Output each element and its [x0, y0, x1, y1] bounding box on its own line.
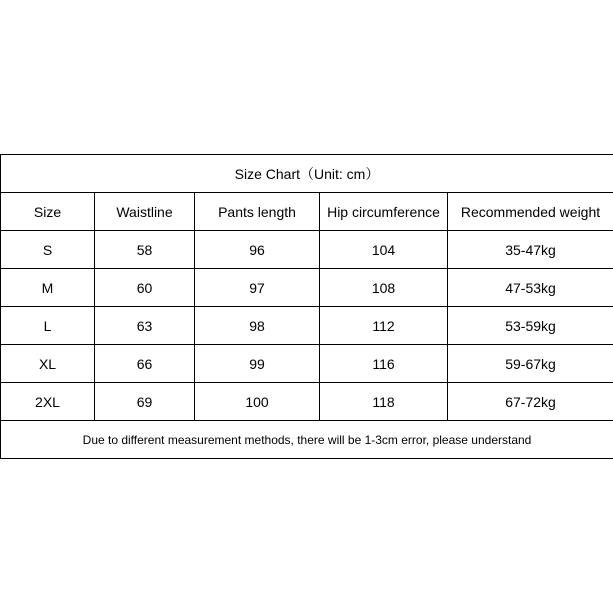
header-pants-length: Pants length — [195, 193, 320, 231]
cell-weight: 35-47kg — [448, 231, 613, 269]
cell-pants-length: 98 — [195, 307, 320, 345]
cell-hip: 104 — [320, 231, 448, 269]
cell-waistline: 58 — [95, 231, 195, 269]
cell-pants-length: 100 — [195, 383, 320, 421]
cell-weight: 59-67kg — [448, 345, 613, 383]
cell-pants-length: 96 — [195, 231, 320, 269]
cell-hip: 118 — [320, 383, 448, 421]
cell-size: 2XL — [1, 383, 95, 421]
cell-weight: 53-59kg — [448, 307, 613, 345]
cell-size: S — [1, 231, 95, 269]
table-row — [1, 231, 613, 269]
header-recommended-weight: Recommended weight — [448, 193, 613, 231]
size-chart-table — [0, 154, 613, 459]
cell-size: M — [1, 269, 95, 307]
cell-hip: 108 — [320, 269, 448, 307]
cell-size: XL — [1, 345, 95, 383]
header-waistline: Waistline — [95, 193, 195, 231]
cell-weight: 67-72kg — [448, 383, 613, 421]
cell-waistline: 60 — [95, 269, 195, 307]
table-row — [1, 383, 613, 421]
cell-pants-length: 99 — [195, 345, 320, 383]
title-row — [1, 155, 613, 193]
cell-waistline: 69 — [95, 383, 195, 421]
table-row — [1, 345, 613, 383]
cell-waistline: 66 — [95, 345, 195, 383]
cell-pants-length: 97 — [195, 269, 320, 307]
header-row — [1, 193, 613, 231]
table-row — [1, 269, 613, 307]
header-size: Size — [1, 193, 95, 231]
measurement-note: Due to different measurement methods, there will be 1-3cm error, please understand — [1, 421, 613, 459]
note-row — [1, 421, 613, 459]
cell-weight: 47-53kg — [448, 269, 613, 307]
cell-size: L — [1, 307, 95, 345]
cell-hip: 112 — [320, 307, 448, 345]
chart-title: Size Chart（Unit: cm） — [1, 155, 613, 193]
header-hip-circumference: Hip circumference — [320, 193, 448, 231]
cell-hip: 116 — [320, 345, 448, 383]
table-row — [1, 307, 613, 345]
cell-waistline: 63 — [95, 307, 195, 345]
